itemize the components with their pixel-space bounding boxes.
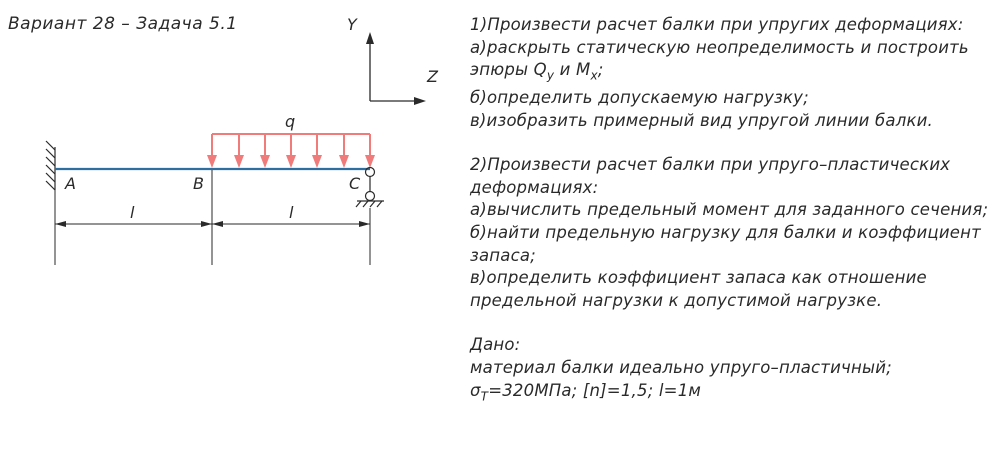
task-line: деформациях: xyxy=(470,177,599,197)
axis-y-label: Y xyxy=(347,15,357,34)
point-b-label: B xyxy=(193,174,204,193)
task-line: а)вычислить предельный момент для заданного сечения; xyxy=(470,200,989,220)
task-line: 1)Произвести расчет балки при упругих деформациях: xyxy=(470,15,964,34)
given-title: Дано: xyxy=(470,335,521,355)
axis-z-label: Z xyxy=(427,67,438,86)
dimension-lines xyxy=(55,170,370,265)
roller-support-c xyxy=(356,168,384,208)
given-values: $\sigma_T=320МПа$; [n]=1,5; l=1м xyxy=(470,380,702,403)
point-a-label: A xyxy=(65,174,76,193)
beam-diagram xyxy=(0,0,460,457)
task-line: запаса; xyxy=(470,245,536,265)
fixed-support-a xyxy=(46,141,55,190)
point-c-label: C xyxy=(349,174,361,193)
task-line: б)найти предельную нагрузку для балки и коэффициент xyxy=(470,223,981,243)
axes xyxy=(366,32,426,105)
span-left-label: l xyxy=(130,203,135,222)
span-right-label: l xyxy=(289,203,294,222)
variant-title: Вариант 28 – Задача 5.1 xyxy=(8,14,238,34)
load-label: q xyxy=(285,112,296,131)
task-line: б)определить допускаемую нагрузку; xyxy=(470,88,809,108)
task-line: в)определить коэффициент запаса как отношение xyxy=(470,268,927,288)
task-line: а)раскрыть статическую неопределимость и построить xyxy=(470,37,969,57)
task-line: предельной нагрузки к допустимой нагрузке. xyxy=(470,290,883,310)
task-text xyxy=(470,14,995,408)
given-material: материал балки идеально упруго–пластичный; xyxy=(470,358,892,378)
task-line: в)изобразить примерный вид упругой линии балки. xyxy=(470,110,933,130)
task-line-diagrams: эпюры $Q_y$ и $M_x$; xyxy=(470,60,604,83)
task-line: 2)Произвести расчет балки при упруго–пластических xyxy=(470,155,951,175)
distributed-load xyxy=(207,134,375,168)
